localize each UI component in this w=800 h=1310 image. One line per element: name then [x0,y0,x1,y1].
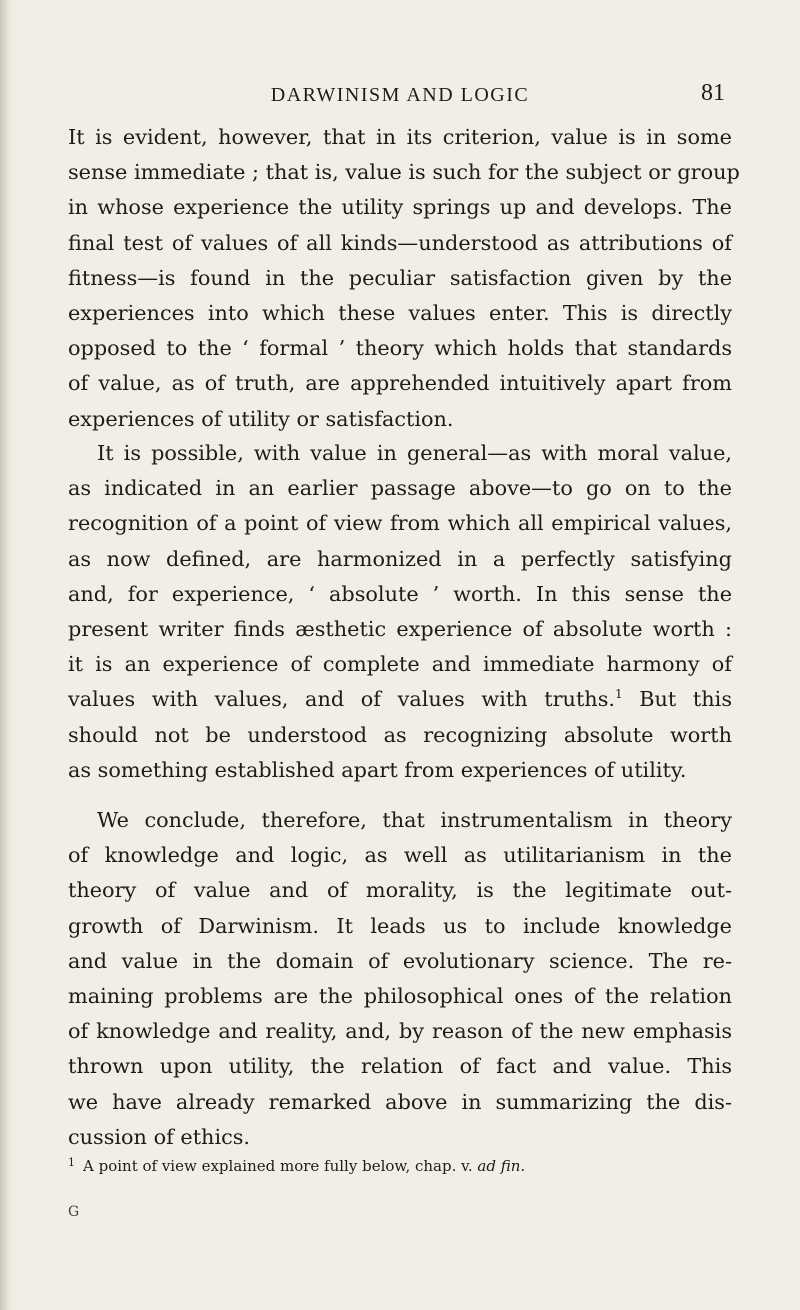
footnote [68,1155,732,1177]
text-line: experiences of utility or satisfaction. [68,406,454,431]
text-line: recognition of a point of view from which all empirical values, [68,511,732,536]
page-number: 81 [701,80,725,106]
paragraph-1 [68,120,740,437]
text-line: it is an experience of complete and immediate harmony of [68,652,732,677]
text-line: We conclude, therefore, that instrumentalism in theory [97,808,732,832]
footnote-italic-text: ad fin. [477,1157,526,1175]
signature-mark: G [68,1204,80,1220]
text-line: we have already remarked above in summarizing the dis- [68,1089,732,1114]
running-head [0,80,800,114]
text-line: final test of values of all kinds—understood as attributions of [68,230,732,255]
text-line: should not be understood as recognizing absolute worth [68,722,732,747]
text-line: cussion of ethics. [68,1124,251,1149]
text-line: opposed to the ‘ formal ’ theory which holds that standards [68,336,732,361]
text-line: as something established apart from experiences of utility. [68,757,687,782]
running-head-title: DARWINISM AND LOGIC [270,84,530,106]
text-line: theory of value and of morality, is the legitimate out- [68,878,732,903]
text-line: sense immediate ; that is, value is such for the subject or group [68,160,740,185]
text-line: fitness—is found in the peculiar satisfaction given by the [68,265,732,290]
text-line: It is evident, however, that in its criterion, value is in some [68,125,732,149]
text-line: as now defined, are harmonized in a perfectly satisfying [68,546,732,571]
text-line: as indicated in an earlier passage above—to go on to the [68,476,732,501]
paragraph-3 [68,803,732,1155]
text-line: and value in the domain of evolutionary science. The re- [68,948,732,973]
page-edge-shadow [0,0,14,1310]
text-line: of knowledge and reality, and, by reason of the new emphasis [68,1019,732,1044]
paragraph-2 [68,436,732,788]
text-line: in whose experience the utility springs up and develops. The [68,195,732,220]
text-line: and, for experience, ‘ absolute ’ worth. In this sense the [68,581,732,606]
text-segment: values with values, and of values with truths. [68,687,615,712]
text-line: maining problems are the philosophical ones of the relation [68,984,732,1009]
footnote-marker: 1 [68,1156,75,1169]
text-line: of knowledge and logic, as well as utilitarianism in the [68,843,732,868]
text-line: growth of Darwinism. It leads us to include knowledge [68,913,732,938]
text-line: thrown upon utility, the relation of fact and value. This [68,1054,732,1079]
footnote-text: A point of view explained more fully below, chap. v. [83,1157,473,1175]
text-line: It is possible, with value in general—as with moral value, [97,441,732,465]
text-line: experiences into which these values enter. This is directly [68,301,732,326]
text-line: present writer finds æsthetic experience of absolute worth : [68,617,732,642]
text-line: of value, as of truth, are apprehended intuitively apart from [68,371,732,396]
text-segment: But this [622,687,732,712]
footnote-reference[interactable]: 1 [614,687,623,702]
text-line-with-footnote-ref [68,682,732,717]
